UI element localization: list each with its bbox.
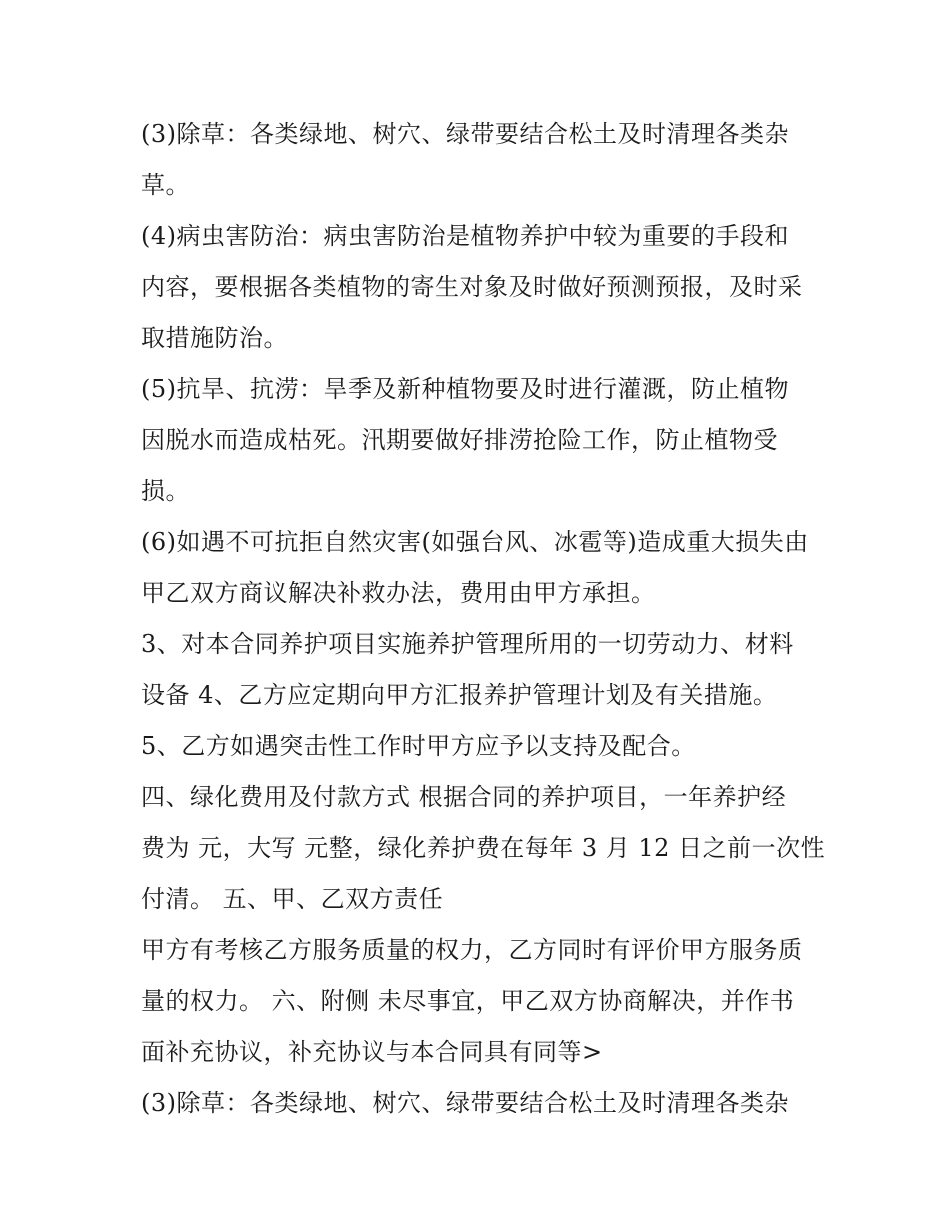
document-body xyxy=(141,109,831,1129)
text-line: 甲乙双方商议解决补救办法，费用由甲方承担。 xyxy=(141,579,656,607)
text-line: 量的权力。 六、附侧 未尽事宜，甲乙双方协商解决，并作书 xyxy=(141,987,795,1015)
text-line: 设备 4、乙方应定期向甲方汇报养护管理计划及有关措施。 xyxy=(141,681,778,709)
text-line: 面补充协议，补充协议与本合同具有同等> xyxy=(141,1038,603,1066)
text-line: 损。 xyxy=(141,477,190,505)
text-line: 付清。 五、甲、乙双方责任 xyxy=(141,885,444,913)
text-line: (3)除草：各类绿地、树穴、绿带要结合松土及时清理各类杂 xyxy=(141,120,789,148)
text-line: 内容，要根据各类植物的寄生对象及时做好预测预报，及时采 xyxy=(141,273,803,301)
text-line: 5、乙方如遇突击性工作时甲方应予以支持及配合。 xyxy=(141,732,696,760)
text-line: 3、对本合同养护项目实施养护管理所用的一切劳动力、材料 xyxy=(141,630,794,658)
text-line: 甲方有考核乙方服务质量的权力，乙方同时有评价甲方服务质 xyxy=(141,936,803,964)
text-line: (4)病虫害防治：病虫害防治是植物养护中较为重要的手段和 xyxy=(141,222,789,250)
text-line: 四、绿化费用及付款方式 根据合同的养护项目，一年养护经 xyxy=(141,783,787,811)
text-line: 费为 元，大写 元整，绿化养护费在每年 3 月 12 日之前一次性 xyxy=(141,834,826,862)
text-line: (6)如遇不可抗拒自然灾害(如强台风、冰雹等)造成重大损失由 xyxy=(141,528,809,556)
text-line: 草。 xyxy=(141,171,190,199)
text-line: (3)除草：各类绿地、树穴、绿带要结合松土及时清理各类杂 xyxy=(141,1089,789,1117)
text-line: 取措施防治。 xyxy=(141,324,288,352)
text-line: 因脱水而造成枯死。汛期要做好排涝抢险工作，防止植物受 xyxy=(141,426,778,454)
text-line: (5)抗旱、抗涝：旱季及新种植物要及时进行灌溉，防止植物 xyxy=(141,375,789,403)
